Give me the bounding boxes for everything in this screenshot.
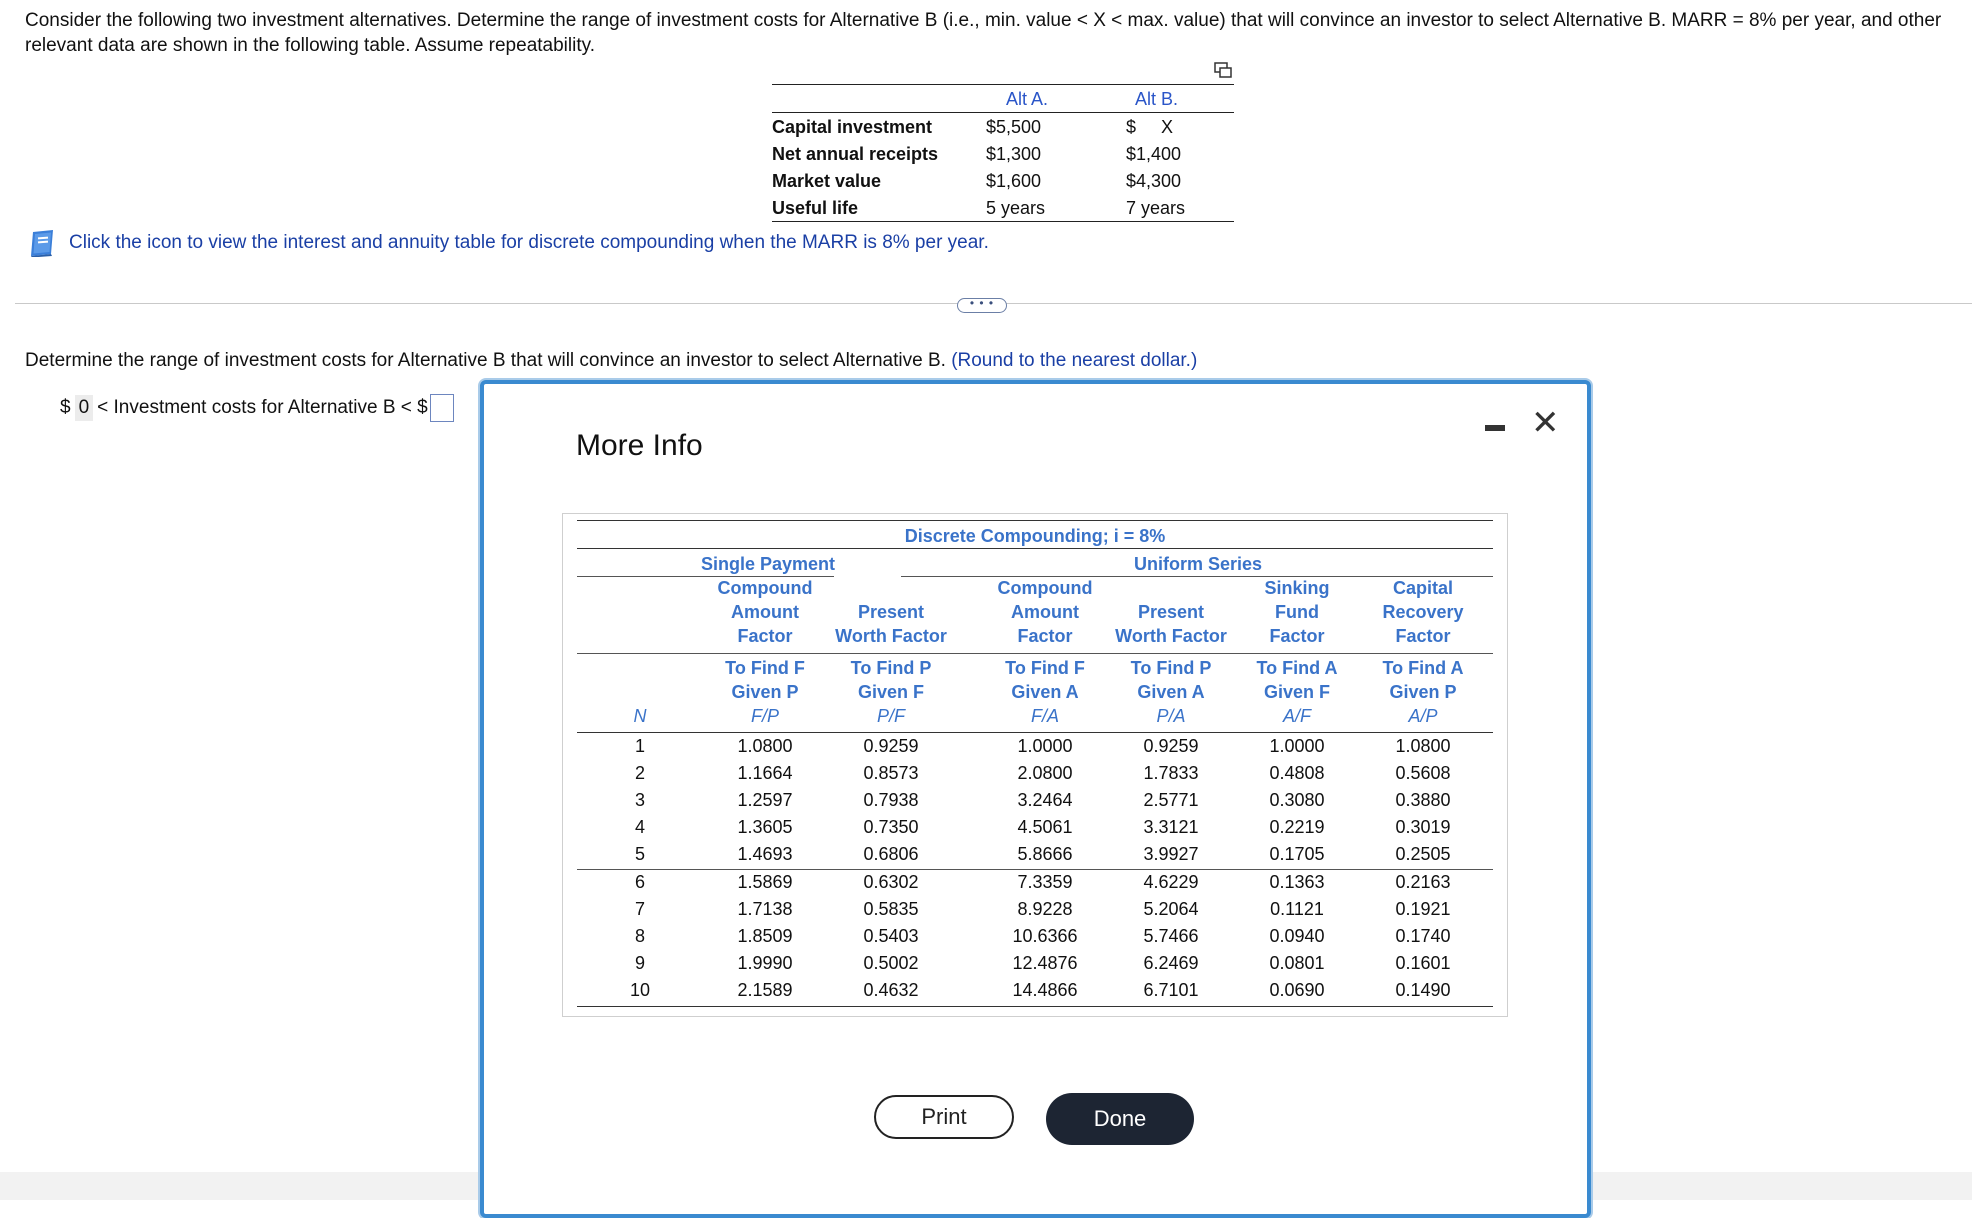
column-name-line: Factor (1395, 626, 1451, 646)
table-row (563, 980, 1507, 1007)
factor-cell: 7.3359 (1017, 872, 1073, 892)
column-name-line: Recovery (1382, 602, 1464, 622)
table-row (563, 953, 1507, 980)
factor-cell: 1.4693 (737, 844, 793, 864)
factor-cell: 2.5771 (1143, 790, 1199, 810)
factor-cell: 0.5002 (863, 953, 919, 973)
question-text (25, 348, 1197, 373)
factor-cell: 0.3880 (1395, 790, 1451, 810)
factor-cell: 1.0000 (1017, 736, 1073, 756)
minimize-icon[interactable] (1485, 425, 1505, 431)
column-symbol: F/P (750, 706, 779, 726)
table-row (772, 140, 1234, 167)
column-name-line: Present (857, 602, 925, 622)
factor-cell: 0.6806 (863, 844, 919, 864)
min-value-answer: 0 (75, 395, 94, 421)
column-name-line: Amount (731, 602, 799, 622)
column-symbol: P/A (1156, 706, 1186, 726)
column-name-line: Fund (1275, 602, 1319, 622)
factor-cell: 14.4866 (1012, 980, 1078, 1000)
factor-cell: 0.0940 (1269, 926, 1325, 946)
question-body: Determine the range of investment costs for Alternative B that will convince an investor to select Alternative B. (25, 350, 946, 371)
column-name-line: Sinking (1264, 578, 1330, 598)
factor-cell: 0.0801 (1269, 953, 1325, 973)
column-name-line: Worth Factor (1115, 626, 1227, 646)
factor-cell: 1.7138 (737, 899, 793, 919)
column-name-line: Amount (1011, 602, 1079, 622)
table-row (772, 113, 1234, 140)
factor-cell: 6.7101 (1143, 980, 1199, 1000)
alt-b-value: $4,300 (1126, 171, 1182, 191)
row-label: Market value (772, 171, 882, 191)
column-symbol: F/A (1030, 706, 1059, 726)
interest-table-link[interactable] (29, 228, 989, 258)
period-cell: 10 (629, 980, 651, 1000)
factor-cell: 0.7938 (863, 790, 919, 810)
close-icon[interactable]: ✕ (1531, 404, 1560, 442)
period-cell: 3 (634, 790, 645, 810)
factor-cell: 0.1121 (1270, 899, 1324, 919)
factor-cell: 0.7350 (863, 817, 919, 837)
alt-b-value: 7 years (1126, 198, 1186, 218)
factor-cell: 3.9927 (1143, 844, 1199, 864)
alt-b-value: $ X (1126, 117, 1174, 137)
column-find-line: To Find F (1005, 658, 1085, 678)
column-find-line: To Find F (725, 658, 805, 678)
alt-b-value: $1,400 (1126, 144, 1182, 164)
dialog-title: More Info (576, 429, 703, 462)
factor-cell: 5.7466 (1143, 926, 1199, 946)
factor-cell: 0.1921 (1395, 899, 1451, 919)
column-name-line: Worth Factor (835, 626, 947, 646)
factor-cell: 0.1363 (1269, 872, 1325, 892)
factor-cell: 1.5869 (737, 872, 793, 892)
table-title: Discrete Compounding; i = 8% (904, 526, 1166, 546)
period-cell: 8 (634, 926, 645, 946)
factor-cell: 0.5608 (1395, 763, 1451, 783)
factor-cell: 3.3121 (1143, 817, 1199, 837)
column-find-line: Given F (1263, 682, 1330, 702)
column-find-line: Given P (1389, 682, 1457, 702)
table-row (563, 790, 1507, 817)
table-row (563, 736, 1507, 763)
table-row (563, 872, 1507, 899)
factor-cell: 0.2505 (1395, 844, 1451, 864)
factor-cell: 4.5061 (1017, 817, 1073, 837)
factor-cell: 1.0800 (1395, 736, 1451, 756)
answer-middle-text: < Investment costs for Alternative B < $ (97, 397, 428, 418)
period-cell: 6 (634, 872, 645, 892)
column-find-line: Given P (731, 682, 799, 702)
table-row (563, 763, 1507, 790)
column-find-line: Given F (857, 682, 924, 702)
column-find-line: To Find A (1256, 658, 1338, 678)
max-value-input[interactable] (430, 394, 454, 422)
factor-cell: 1.2597 (737, 790, 793, 810)
period-cell: 4 (634, 817, 645, 837)
alt-a-value: $1,300 (986, 144, 1042, 164)
column-name-line: Present (1137, 602, 1205, 622)
factor-cell: 0.1705 (1269, 844, 1325, 864)
column-find-line: Given A (1011, 682, 1079, 702)
factor-cell: 2.0800 (1017, 763, 1073, 783)
factor-cell: 1.3605 (737, 817, 793, 837)
period-cell: 9 (634, 953, 645, 973)
rounding-hint: (Round to the nearest dollar.) (951, 350, 1198, 371)
problem-statement: Consider the following two investment alternatives. Determine the range of investment costs for Alternative B (i.e., min. value < X < max. value) that will convince an investor to select Alternative B. MARR = 8% per year, and other relevant data are shown in the following table. Assume repeatability. (25, 10, 1942, 56)
column-name-line: Factor (1017, 626, 1073, 646)
factor-cell: 0.2163 (1395, 872, 1451, 892)
column-find-line: To Find A (1382, 658, 1464, 678)
column-symbol: A/P (1408, 706, 1438, 726)
group-uniform-series: Uniform Series (1133, 554, 1263, 574)
factor-cell: 1.9990 (737, 953, 793, 973)
factor-cell: 0.3019 (1395, 817, 1451, 837)
factor-cell: 0.2219 (1269, 817, 1325, 837)
copy-table-icon[interactable] (1214, 62, 1232, 78)
column-find-line: To Find P (850, 658, 932, 678)
table-row (563, 817, 1507, 844)
factor-cell: 0.4632 (863, 980, 919, 1000)
factor-cell: 0.3080 (1269, 790, 1325, 810)
factor-cell: 2.1589 (737, 980, 793, 1000)
table-row (563, 926, 1507, 953)
column-symbol: A/F (1282, 706, 1311, 726)
column-find-line: To Find P (1130, 658, 1212, 678)
factor-cell: 0.9259 (863, 736, 919, 756)
factor-cell: 0.9259 (1143, 736, 1199, 756)
factor-cell: 1.7833 (1143, 763, 1199, 783)
column-name-line: Compound (997, 578, 1093, 598)
interest-factor-table (562, 513, 1508, 1017)
table-row (563, 899, 1507, 926)
answer-row (60, 394, 454, 422)
book-icon[interactable] (29, 229, 59, 257)
column-name-line: Factor (737, 626, 793, 646)
column-symbol: P/F (876, 706, 905, 726)
factor-cell: 8.9228 (1017, 899, 1073, 919)
period-cell: 2 (634, 763, 645, 783)
factor-cell: 5.8666 (1017, 844, 1073, 864)
factor-cell: 0.1740 (1395, 926, 1451, 946)
info-link-text[interactable]: Click the icon to view the interest and annuity table for discrete compounding when the MARR is 8% per year. (69, 232, 989, 253)
factor-cell: 5.2064 (1143, 899, 1199, 919)
factor-cell: 0.8573 (863, 763, 919, 783)
alt-a-value: $5,500 (986, 117, 1042, 137)
factor-cell: 0.5403 (863, 926, 919, 946)
table-row (563, 844, 1507, 871)
factor-cell: 12.4876 (1012, 953, 1078, 973)
more-info-dialog (480, 380, 1591, 1218)
column-name-line: Capital (1392, 578, 1453, 598)
factor-cell: 4.6229 (1143, 872, 1199, 892)
table-header-row (772, 84, 1234, 113)
factor-cell: 0.6302 (863, 872, 919, 892)
alt-a-value: 5 years (986, 198, 1046, 218)
expand-more-button[interactable]: • • • (957, 298, 1007, 313)
factor-cell: 0.4808 (1269, 763, 1325, 783)
factor-cell: 0.5835 (863, 899, 919, 919)
column-name-line: Compound (717, 578, 813, 598)
factor-cell: 6.2469 (1143, 953, 1199, 973)
factor-cell: 3.2464 (1017, 790, 1073, 810)
column-find-line: Given A (1137, 682, 1205, 702)
alt-a-value: $1,600 (986, 171, 1042, 191)
alternatives-table (772, 84, 1234, 222)
factor-cell: 0.0690 (1269, 980, 1325, 1000)
row-label: Useful life (772, 198, 859, 218)
factor-cell: 1.0800 (737, 736, 793, 756)
factor-cell: 0.1601 (1395, 953, 1451, 973)
table-row (772, 194, 1234, 222)
group-single-payment: Single Payment (700, 554, 836, 574)
period-cell: 7 (634, 899, 645, 919)
column-symbol: N (633, 706, 647, 726)
column-name-line: Factor (1269, 626, 1325, 646)
table-row (772, 167, 1234, 194)
row-label: Capital investment (772, 117, 933, 137)
dollar-sign: $ (60, 397, 71, 418)
factor-cell: 0.1490 (1395, 980, 1451, 1000)
row-label: Net annual receipts (772, 144, 939, 164)
period-cell: 5 (634, 844, 645, 864)
factor-cell: 10.6366 (1012, 926, 1078, 946)
done-button[interactable]: Done (1046, 1093, 1194, 1145)
period-cell: 1 (634, 736, 645, 756)
factor-cell: 1.1664 (737, 763, 793, 783)
factor-cell: 1.0000 (1269, 736, 1325, 756)
factor-cell: 1.8509 (737, 926, 793, 946)
print-button[interactable]: Print (874, 1095, 1014, 1139)
header-alt-b: Alt B. (1135, 89, 1179, 109)
header-alt-a: Alt A. (1006, 89, 1049, 109)
